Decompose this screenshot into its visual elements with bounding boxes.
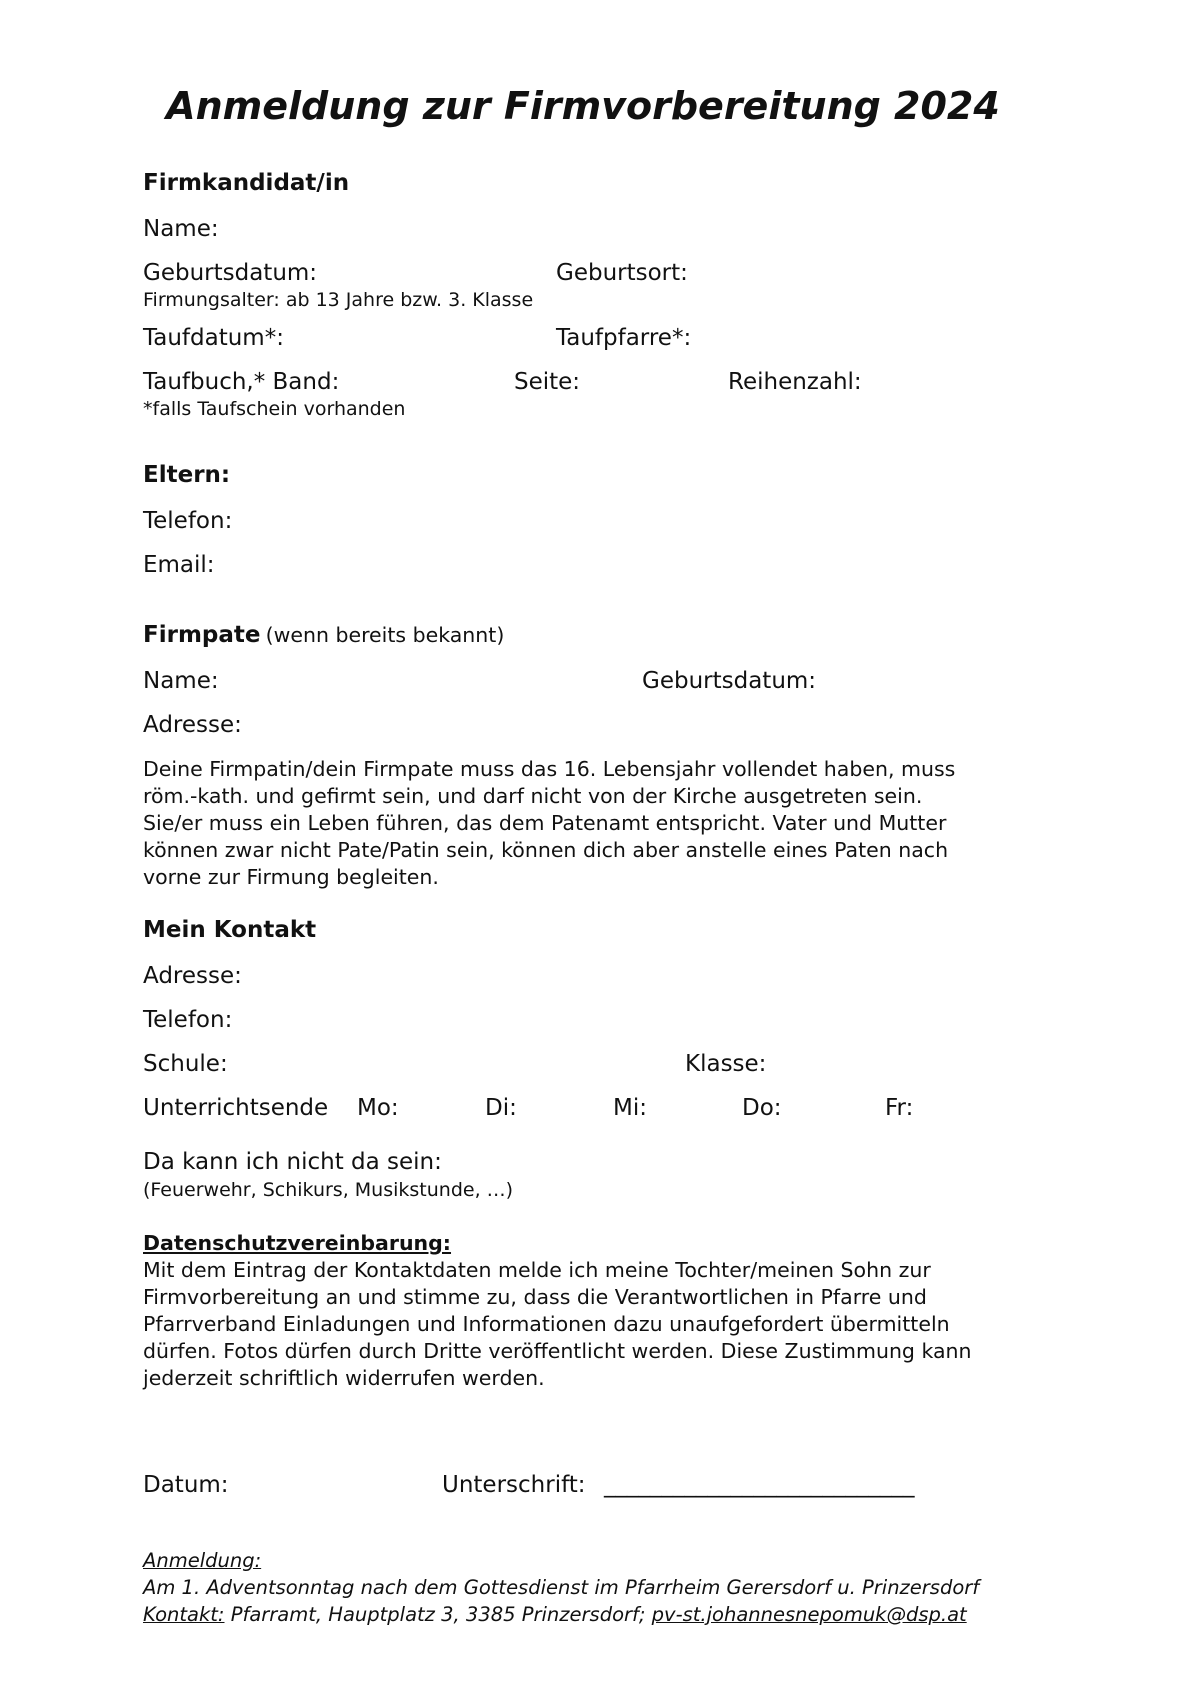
absent-note: (Feuerwehr, Schikurs, Musikstunde, …) bbox=[143, 1179, 514, 1201]
footer-contact-email-link[interactable]: pv-st.johannesnepomuk@dsp.at bbox=[651, 1603, 967, 1626]
school-label: Schule: bbox=[143, 1051, 228, 1077]
candidate-heading: Firmkandidat/in bbox=[143, 170, 350, 196]
candidate-birthplace-label: Geburtsort: bbox=[556, 260, 688, 286]
sponsor-heading-row bbox=[143, 622, 504, 648]
age-note: Firmungsalter: ab 13 Jahre bzw. 3. Klasse bbox=[143, 289, 534, 311]
sponsor-info-line: röm.-kath. und gefirmt sein, und darf nicht von der Kirche ausgetreten sein. bbox=[143, 784, 923, 808]
baptism-parish-label: Taufpfarre*: bbox=[556, 325, 692, 351]
sponsor-heading: Firmpate bbox=[143, 622, 261, 648]
baptism-page-label: Seite: bbox=[514, 369, 581, 395]
page-title: Anmeldung zur Firmvorbereitung 2024 bbox=[166, 84, 1000, 128]
baptism-row-label: Reihenzahl: bbox=[728, 369, 862, 395]
privacy-heading: Datenschutzvereinbarung: bbox=[143, 1231, 452, 1255]
baptism-book-label: Taufbuch,* Band: bbox=[143, 369, 340, 395]
privacy-section bbox=[143, 1230, 972, 1392]
signature-line: ___________________________ bbox=[604, 1472, 915, 1498]
privacy-line: Mit dem Eintrag der Kontaktdaten melde ich meine Tochter/meinen Sohn zur bbox=[143, 1258, 931, 1282]
sponsor-birthdate-label: Geburtsdatum: bbox=[642, 668, 817, 694]
contact-phone-label: Telefon: bbox=[143, 1007, 233, 1033]
footer-contact-label: Kontakt: bbox=[143, 1603, 225, 1626]
day-do-label: Do: bbox=[742, 1095, 782, 1121]
privacy-line: Firmvorbereitung an und stimme zu, dass die Verantwortlichen in Pfarre und bbox=[143, 1285, 927, 1309]
parents-phone-label: Telefon: bbox=[143, 508, 233, 534]
privacy-line: jederzeit schriftlich widerrufen werden. bbox=[143, 1366, 545, 1390]
sponsor-address-label: Adresse: bbox=[143, 712, 242, 738]
footer-registration-text: Am 1. Adventsonntag nach dem Gottesdienst im Pfarrheim Gerersdorf u. Prinzersdorf bbox=[143, 1576, 980, 1599]
sponsor-info-line: Deine Firmpatin/dein Firmpate muss das 16. Lebensjahr vollendet haben, muss bbox=[143, 757, 956, 781]
footer-registration-label: Anmeldung: bbox=[143, 1549, 262, 1572]
signature-label: Unterschrift: bbox=[442, 1472, 586, 1498]
contact-address-label: Adresse: bbox=[143, 963, 242, 989]
footer-contact-text: Pfarramt, Hauptplatz 3, 3385 Prinzersdorf; bbox=[224, 1603, 652, 1626]
privacy-line: Pfarrverband Einladungen und Informationen dazu unaufgefordert übermitteln bbox=[143, 1312, 950, 1336]
day-mi-label: Mi: bbox=[613, 1095, 647, 1121]
parents-email-label: Email: bbox=[143, 552, 215, 578]
candidate-birthdate-label: Geburtsdatum: bbox=[143, 260, 318, 286]
candidate-name-label: Name: bbox=[143, 216, 219, 242]
sponsor-heading-note: (wenn bereits bekannt) bbox=[265, 623, 505, 647]
contact-heading: Mein Kontakt bbox=[143, 917, 317, 943]
day-mo-label: Mo: bbox=[357, 1095, 399, 1121]
baptism-date-label: Taufdatum*: bbox=[143, 325, 284, 351]
school-end-label: Unterrichtsende bbox=[143, 1095, 329, 1121]
sponsor-info bbox=[143, 756, 955, 891]
absent-label: Da kann ich nicht da sein: bbox=[143, 1149, 442, 1175]
day-fr-label: Fr: bbox=[885, 1095, 914, 1121]
sponsor-info-line: können zwar nicht Pate/Patin sein, können dich aber anstelle eines Paten nach bbox=[143, 838, 949, 862]
sponsor-info-line: Sie/er muss ein Leben führen, das dem Patenamt entspricht. Vater und Mutter bbox=[143, 811, 947, 835]
footer-contact-row bbox=[143, 1603, 967, 1626]
parents-heading: Eltern: bbox=[143, 462, 231, 488]
sponsor-name-label: Name: bbox=[143, 668, 219, 694]
privacy-line: dürfen. Fotos dürfen durch Dritte veröffentlicht werden. Diese Zustimmung kann bbox=[143, 1339, 972, 1363]
sponsor-info-line: vorne zur Firmung begleiten. bbox=[143, 865, 439, 889]
date-label: Datum: bbox=[143, 1472, 229, 1498]
class-label: Klasse: bbox=[685, 1051, 767, 1077]
day-di-label: Di: bbox=[485, 1095, 517, 1121]
baptism-note: *falls Taufschein vorhanden bbox=[143, 398, 406, 420]
